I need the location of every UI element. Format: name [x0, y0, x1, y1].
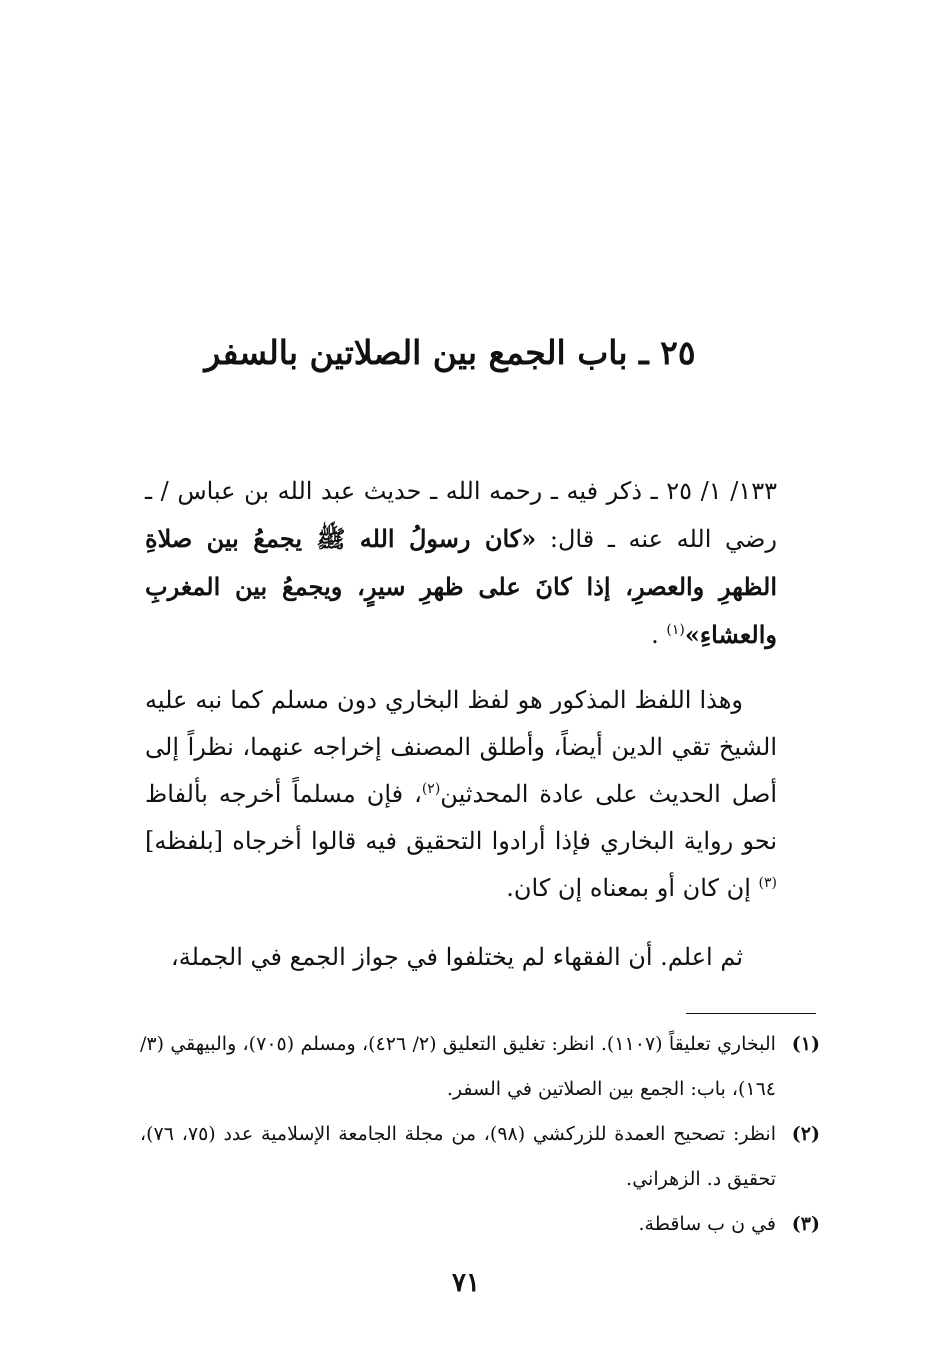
- footnote-ref-3: (٣): [758, 875, 777, 891]
- footnote-ref-2: (٢): [421, 781, 441, 797]
- footnote-text: البخاري تعليقاً (١١٠٧). انظر: تغليق التعليق (٢/ ٤٢٦)، ومسلم (٧٠٥)، والبيهقي (٣/ ١٦٤)، باب: الجمع بين الصلاتين في السفر.: [140, 1033, 776, 1100]
- footnote-3: [140, 1202, 820, 1247]
- footnote-number: (٢): [791, 1123, 820, 1145]
- commentary-part-b: ، فإن مسلماً أخرجه بألفاظ نحو رواية البخاري فإذا أرادوا التحقيق فيه قالوا أخرجاه [بلفظه]: [145, 780, 777, 855]
- hadith-text: «كان رسولُ الله ﷺ يجمعُ بين صلاةِ الظهرِ والعصرِ، إذا كانَ على ظهرِ سيرٍ، ويجمعُ بين المغربِ والعشاءِ»: [145, 524, 777, 649]
- footnote-ref-1: (١): [666, 622, 685, 638]
- paragraph-end: .: [651, 621, 667, 649]
- paragraph-intro: ١٣٣/ ١/ ٢٥ ـ ذكر فيه ـ رحمه الله ـ حديث عبد الله بن عباس / ـ رضي الله عنه ـ قال:: [145, 477, 777, 553]
- footnote-text: في ن ب ساقطة.: [638, 1213, 776, 1235]
- commentary-part-a: وهذا اللفظ المذكور هو لفظ البخاري دون مسلم كما نبه عليه الشيخ تقي الدين أيضاً، وأطلق المصنف إخراجه عنهما، نظراً إلى أصل الحديث على عادة المحدثين: [145, 686, 777, 808]
- footnote-number: (٣): [791, 1213, 820, 1235]
- page-number: ٧١: [452, 1268, 480, 1298]
- commentary-part-c: إن كان أو بمعناه إن كان.: [506, 874, 759, 902]
- footnote-number: (١): [791, 1033, 820, 1055]
- paragraph-hadith-133: [145, 468, 777, 659]
- footnotes-section: [140, 1022, 820, 1247]
- paragraph-fiqh: ثم اعلم. أن الفقهاء لم يختلفوا في جواز الجمع في الجملة،: [170, 943, 743, 971]
- chapter-title: ٢٥ ـ باب الجمع بين الصلاتين بالسفر: [204, 333, 696, 372]
- footnote-1: [140, 1022, 820, 1112]
- footnote-divider: [686, 1013, 816, 1014]
- footnote-text: انظر: تصحيح العمدة للزركشي (٩٨)، من مجلة الجامعة الإسلامية عدد (٧٥، ٧٦)، تحقيق د. الزهراني.: [140, 1123, 776, 1190]
- paragraph-commentary: [145, 677, 777, 912]
- footnote-2: [140, 1112, 820, 1202]
